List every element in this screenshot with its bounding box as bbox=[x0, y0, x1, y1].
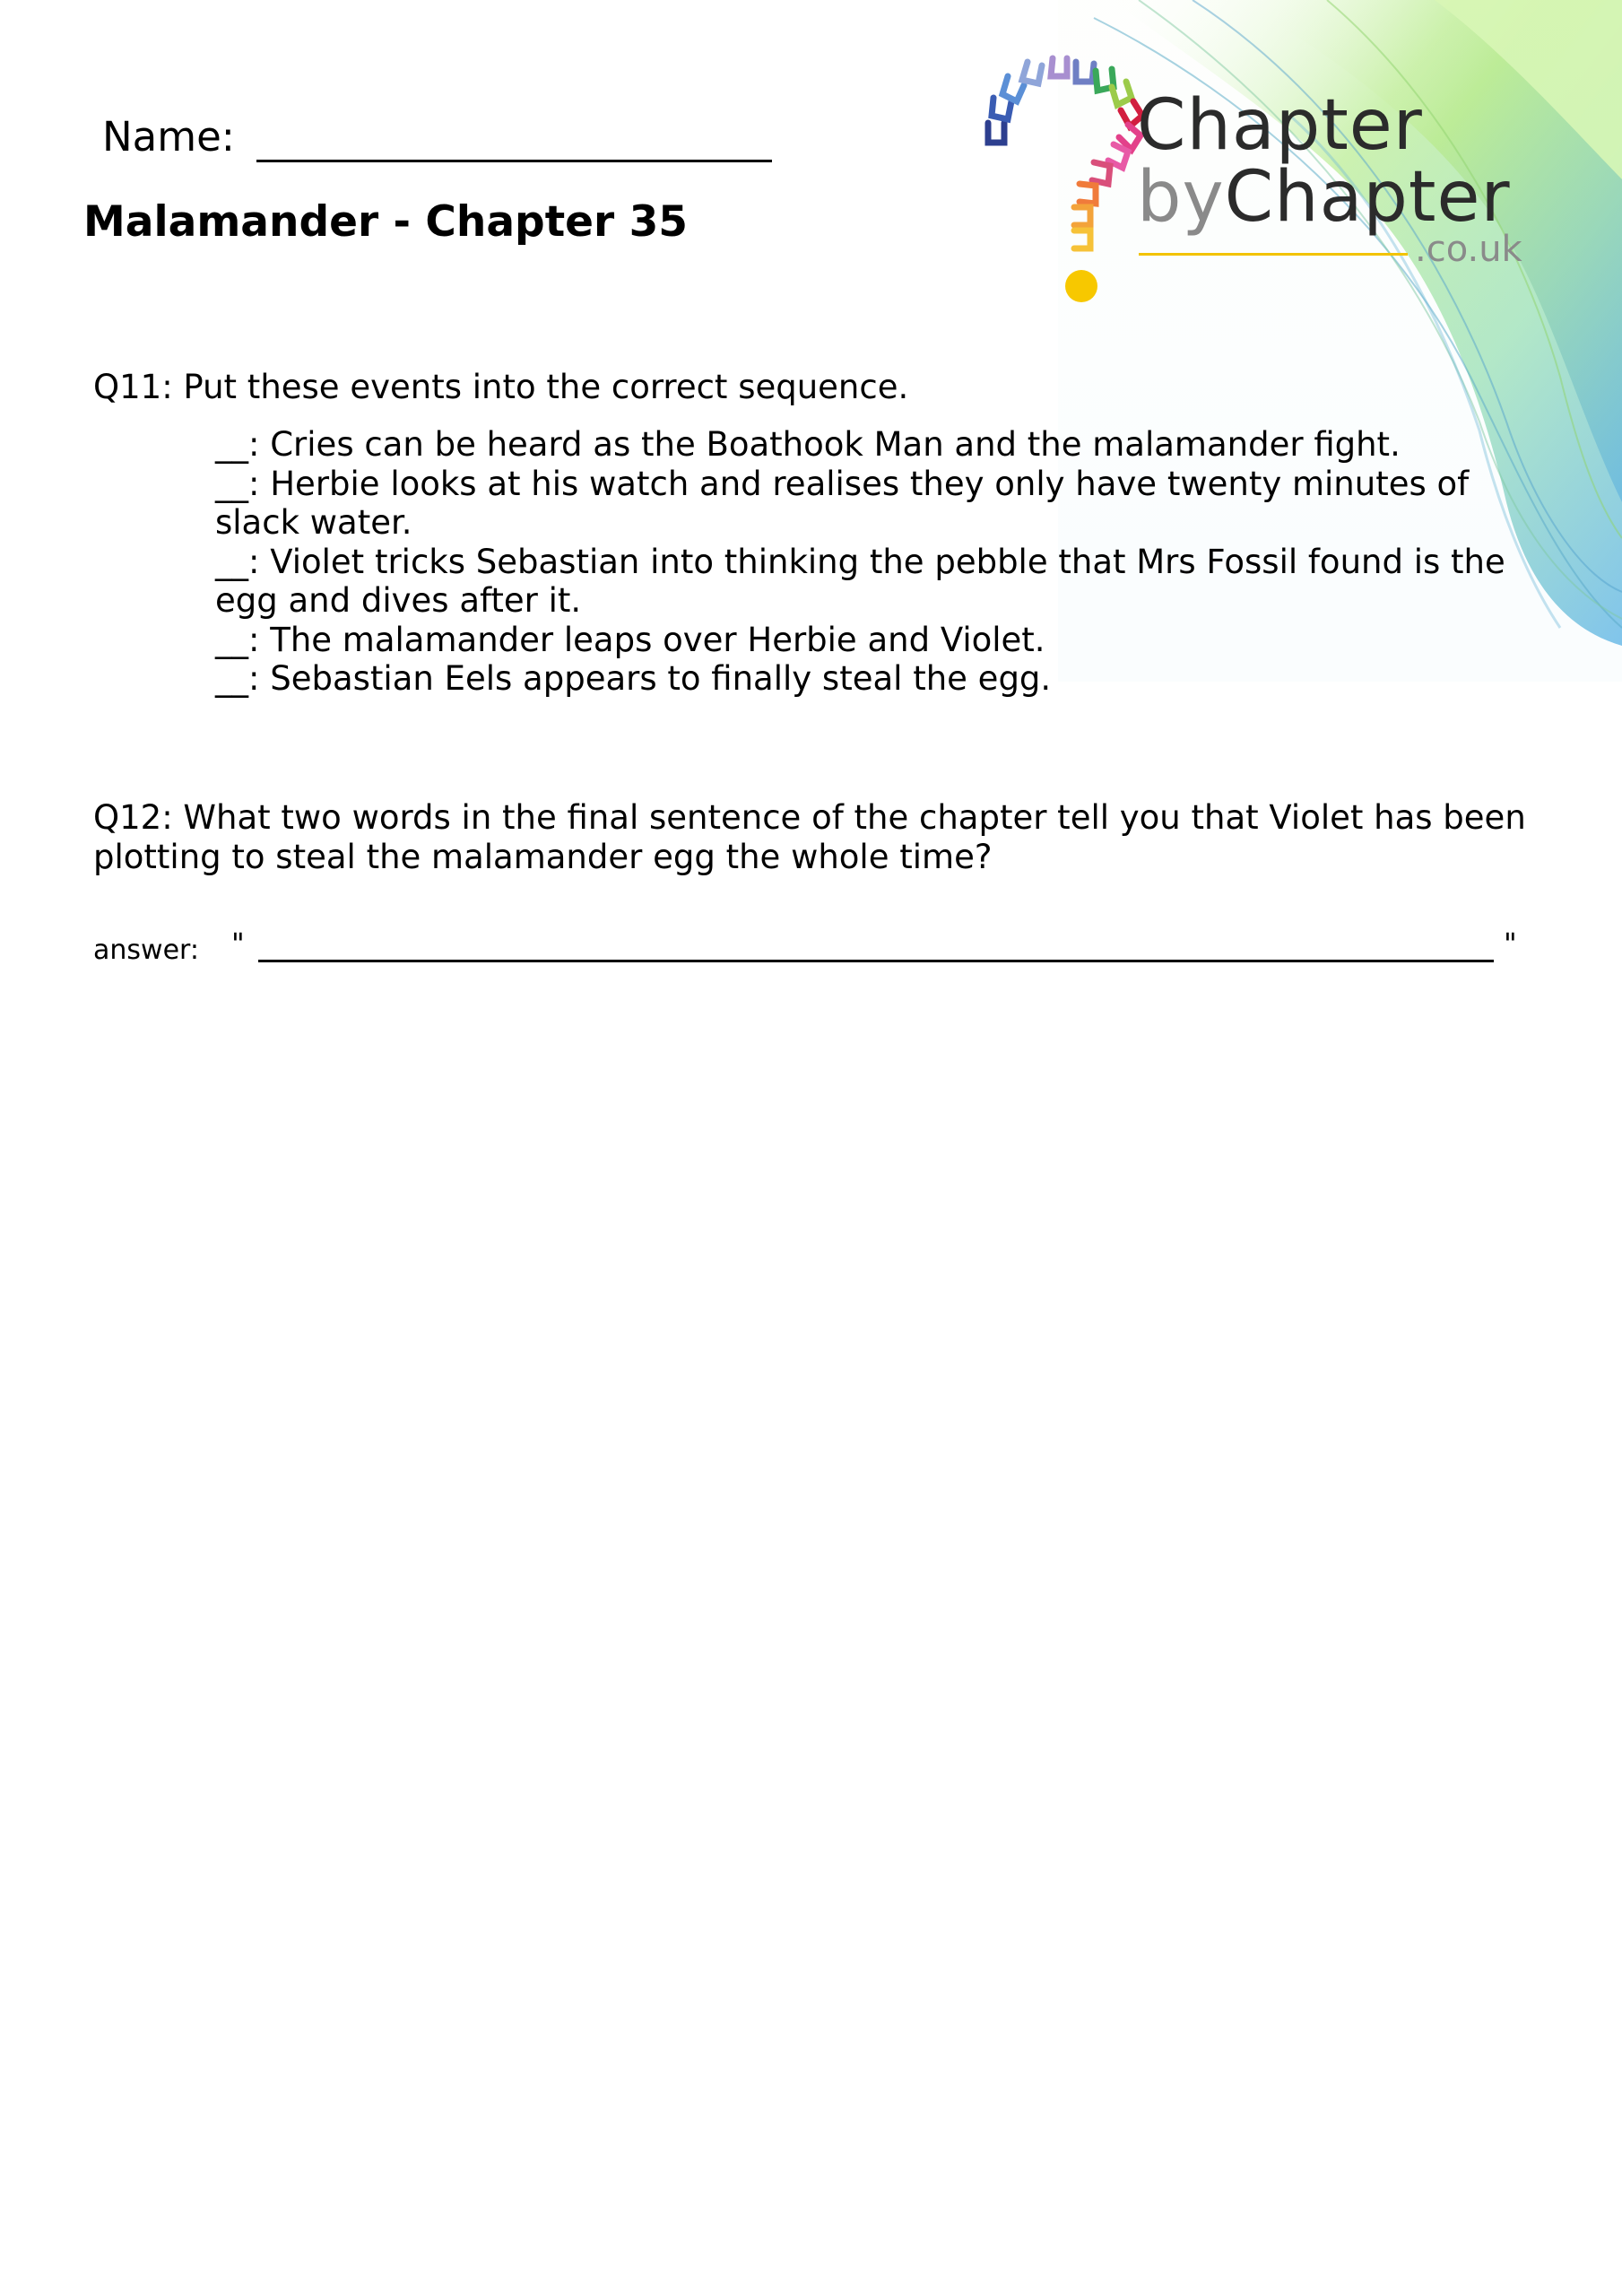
name-input-line[interactable] bbox=[256, 160, 772, 162]
name-row bbox=[102, 113, 772, 161]
answer-quote-open: " bbox=[231, 926, 245, 961]
event-item[interactable]: __: Cries can be heard as the Boathook Man and the malamander fight. bbox=[215, 425, 1401, 464]
logo-wordmark bbox=[1137, 85, 1511, 238]
worksheet-title: Malamander - Chapter 35 bbox=[83, 197, 688, 247]
name-label: Name: bbox=[102, 113, 235, 161]
event-item[interactable]: __: Herbie looks at his watch and realises they only have twenty minutes of slack water. bbox=[215, 464, 1470, 542]
logo-by: by bbox=[1137, 157, 1225, 238]
answer-quote-close: " bbox=[1504, 926, 1517, 961]
logo-underline bbox=[1139, 253, 1408, 256]
event-item[interactable]: __: Sebastian Eels appears to finally steal the egg. bbox=[215, 659, 1052, 698]
event-item[interactable]: __: The malamander leaps over Herbie and Violet. bbox=[215, 620, 1045, 659]
answer-input-line[interactable] bbox=[258, 960, 1494, 962]
logo-domain: .co.uk bbox=[1415, 229, 1522, 270]
q11-event-list bbox=[215, 425, 1524, 699]
logo-chapter: Chapter bbox=[1224, 157, 1511, 238]
logo-line-chapter: Chapter bbox=[1137, 85, 1423, 166]
q12-answer-row bbox=[93, 924, 1528, 969]
logo-line-bychapter bbox=[1137, 157, 1511, 238]
q12-prompt: Q12: What two words in the final sentence of the chapter tell you that Violet has been plotting to steal the malamander egg the whole time? bbox=[93, 798, 1526, 876]
q11-prompt: Q11: Put these events into the correct sequence. bbox=[93, 368, 909, 406]
event-item[interactable]: __: Violet tricks Sebastian into thinking the pebble that Mrs Fossil found is the egg and dives after it. bbox=[215, 542, 1505, 620]
answer-label: answer: bbox=[93, 935, 199, 966]
